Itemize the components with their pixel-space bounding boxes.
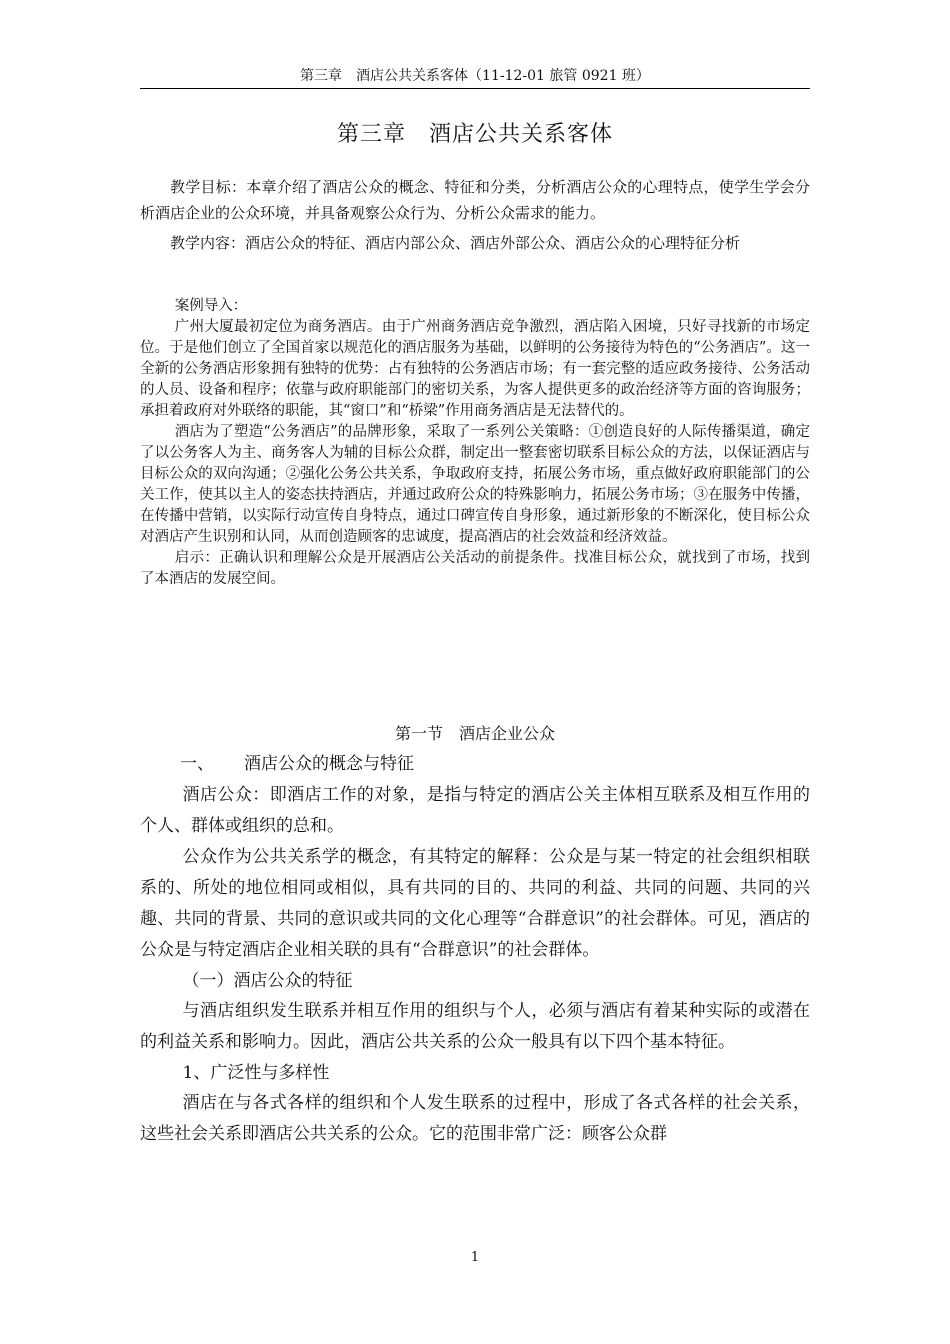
header-rule (140, 88, 810, 89)
case-block (140, 296, 810, 590)
section-title: 第一节 酒店企业公众 (394, 724, 555, 743)
subheading: 1、广泛性与多样性 (182, 1063, 330, 1083)
heading-text: 酒店公众的概念与特征 (244, 754, 414, 774)
page-number: 1 (470, 1250, 480, 1265)
teaching-objective: 教学目标：本章介绍了酒店公众的概念、特征和分类，分析酒店公众的心理特点，使学生学会分析酒店企业的公众环境，并具备观察公众行为、分析公众需求的能力。 (140, 178, 810, 222)
chapter-title: 第三章 酒店公共关系客体 (336, 122, 613, 147)
body-paragraph: 酒店公众：即酒店工作的对象，是指与特定的酒店公关主体相互联系及相互作用的个人、群体或组织的总和。 (140, 785, 810, 836)
body-paragraph: 酒店在与各式各样的组织和个人发生联系的过程中，形成了各式各样的社会关系，这些社会关系即酒店公共关系的公众。它的范围非常广泛：顾客公众群 (140, 1093, 810, 1144)
case-label: 案例导入： (174, 298, 248, 314)
body-paragraph: 公众作为公共关系学的概念，有其特定的解释：公众是与某一特定的社会组织相联系的、所处的地位相同或相似，具有共同的目的、共同的利益、共同的问题、共同的兴趣、共同的背景、共同的意识或共同的文化心理等“合群意识”的社会群体。可见，酒店的公众是与特定酒店企业相关联的具有“合群意识”的社会群体。 (140, 847, 810, 960)
case-paragraph: 广州大厦最初定位为商务酒店。由于广州商务酒店竞争激烈，酒店陷入困境，只好寻找新的市场定位。于是他们创立了全国首家以规范化的酒店服务为基础，以鲜明的公务接待为特色的“公务酒店”。这一全新的公务酒店形象拥有独特的优势：占有独特的公务酒店市场；有一套完整的适应政务接待、公务活动的人员、设备和程序；依靠与政府职能部门的密切关系，为客人提供更多的政治经济等方面的咨询服务；承担着政府对外联络的职能，其“窗口”和“桥梁”作用商务酒店是无法替代的。 (140, 319, 810, 419)
case-paragraph: 酒店为了塑造“公务酒店”的品牌形象，采取了一系列公关策略：①创造良好的人际传播渠道，确定了以公务客人为主、商务客人为辅的目标公众群，制定出一整套密切联系目标公众的方法，以保证酒店与目标公众的双向沟通；②强化公务公共关系，争取政府支持，拓展公务市场，重点做好政府职能部门的公关工作，使其以主人的姿态扶持酒店，并通过政府公众的特殊影响力，拓展公务市场；③在服务中传播，在传播中营销，以实际行动宣传自身特点，通过口碑宣传自身形象，通过新形象的不断深化，使目标公众对酒店产生识别和认同，从而创造顾客的忠诚度，提高酒店的社会效益和经济效益。 (140, 424, 810, 545)
heading-number: 一、 (180, 754, 214, 774)
section-heading (140, 750, 810, 778)
running-header: 第三章 酒店公共关系客体（11-12-01 旅管 0921 班） (300, 68, 650, 84)
case-paragraph: 启示：正确认识和理解公众是开展酒店公关活动的前提条件。找准目标公众，就找到了市场，找到了本酒店的发展空间。 (140, 550, 810, 587)
body-paragraph: 与酒店组织发生联系并相互作用的组织与个人，必须与酒店有着某种实际的或潜在的利益关系和影响力。因此，酒店公共关系的公众一般具有以下四个基本特征。 (140, 1001, 810, 1052)
subheading: （一）酒店公众的特征 (182, 971, 353, 991)
teaching-content: 教学内容：酒店公众的特征、酒店内部公众、酒店外部公众、酒店公众的心理特征分析 (170, 234, 741, 252)
objectives-block (140, 174, 810, 260)
section-block (140, 722, 810, 1150)
